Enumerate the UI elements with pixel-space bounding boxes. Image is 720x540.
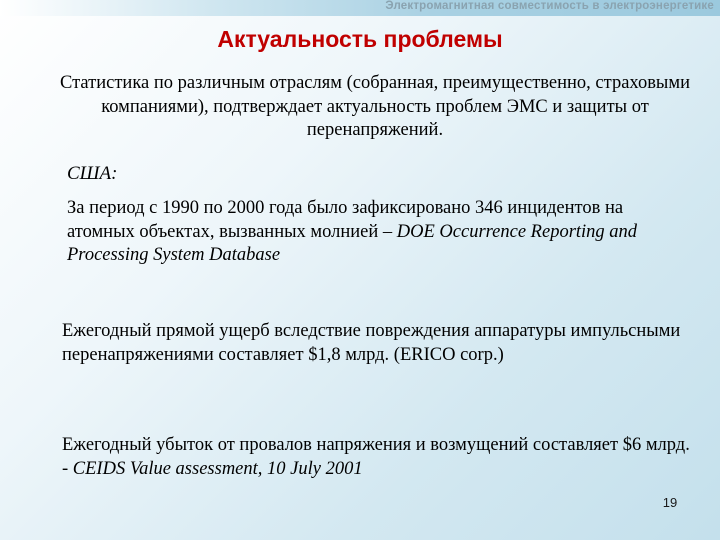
slide-title: Актуальность проблемы	[217, 26, 503, 52]
header-title: Электромагнитная совместимость в электроэнергетике	[385, 0, 714, 12]
usa-label: США:	[67, 163, 118, 184]
nuclear-incidents-paragraph	[67, 197, 687, 268]
direct-damage-paragraph: Ежегодный прямой ущерб вследствие повреждения аппаратуры импульсными перенапряжениями составляет $1,8 млрд. (ERICO corp.)	[62, 321, 681, 365]
intro-paragraph: Статистика по различным отраслям (собранная, преимущественно, страховыми компаниями), подтверждает актуальность проблем ЭМС и защиты от перенапряжений.	[60, 73, 690, 140]
nuclear-incidents-text: За период с 1990 по 2000 года было зафиксировано 346 инцидентов на атомных объектах, вызванных молнией –	[67, 198, 624, 242]
header-bar	[0, 0, 720, 16]
nuclear-incidents-source: DOE Occurrence Reporting and Processing System Database	[67, 221, 638, 265]
annual-loss-paragraph	[62, 434, 692, 481]
page-number: 19	[662, 495, 678, 510]
annual-loss-text: Ежегодный убыток от провалов напряжения и возмущений составляет $6 млрд. -	[62, 435, 690, 479]
annual-loss-source: CEIDS Value assessment, 10 July 2001	[72, 458, 363, 479]
